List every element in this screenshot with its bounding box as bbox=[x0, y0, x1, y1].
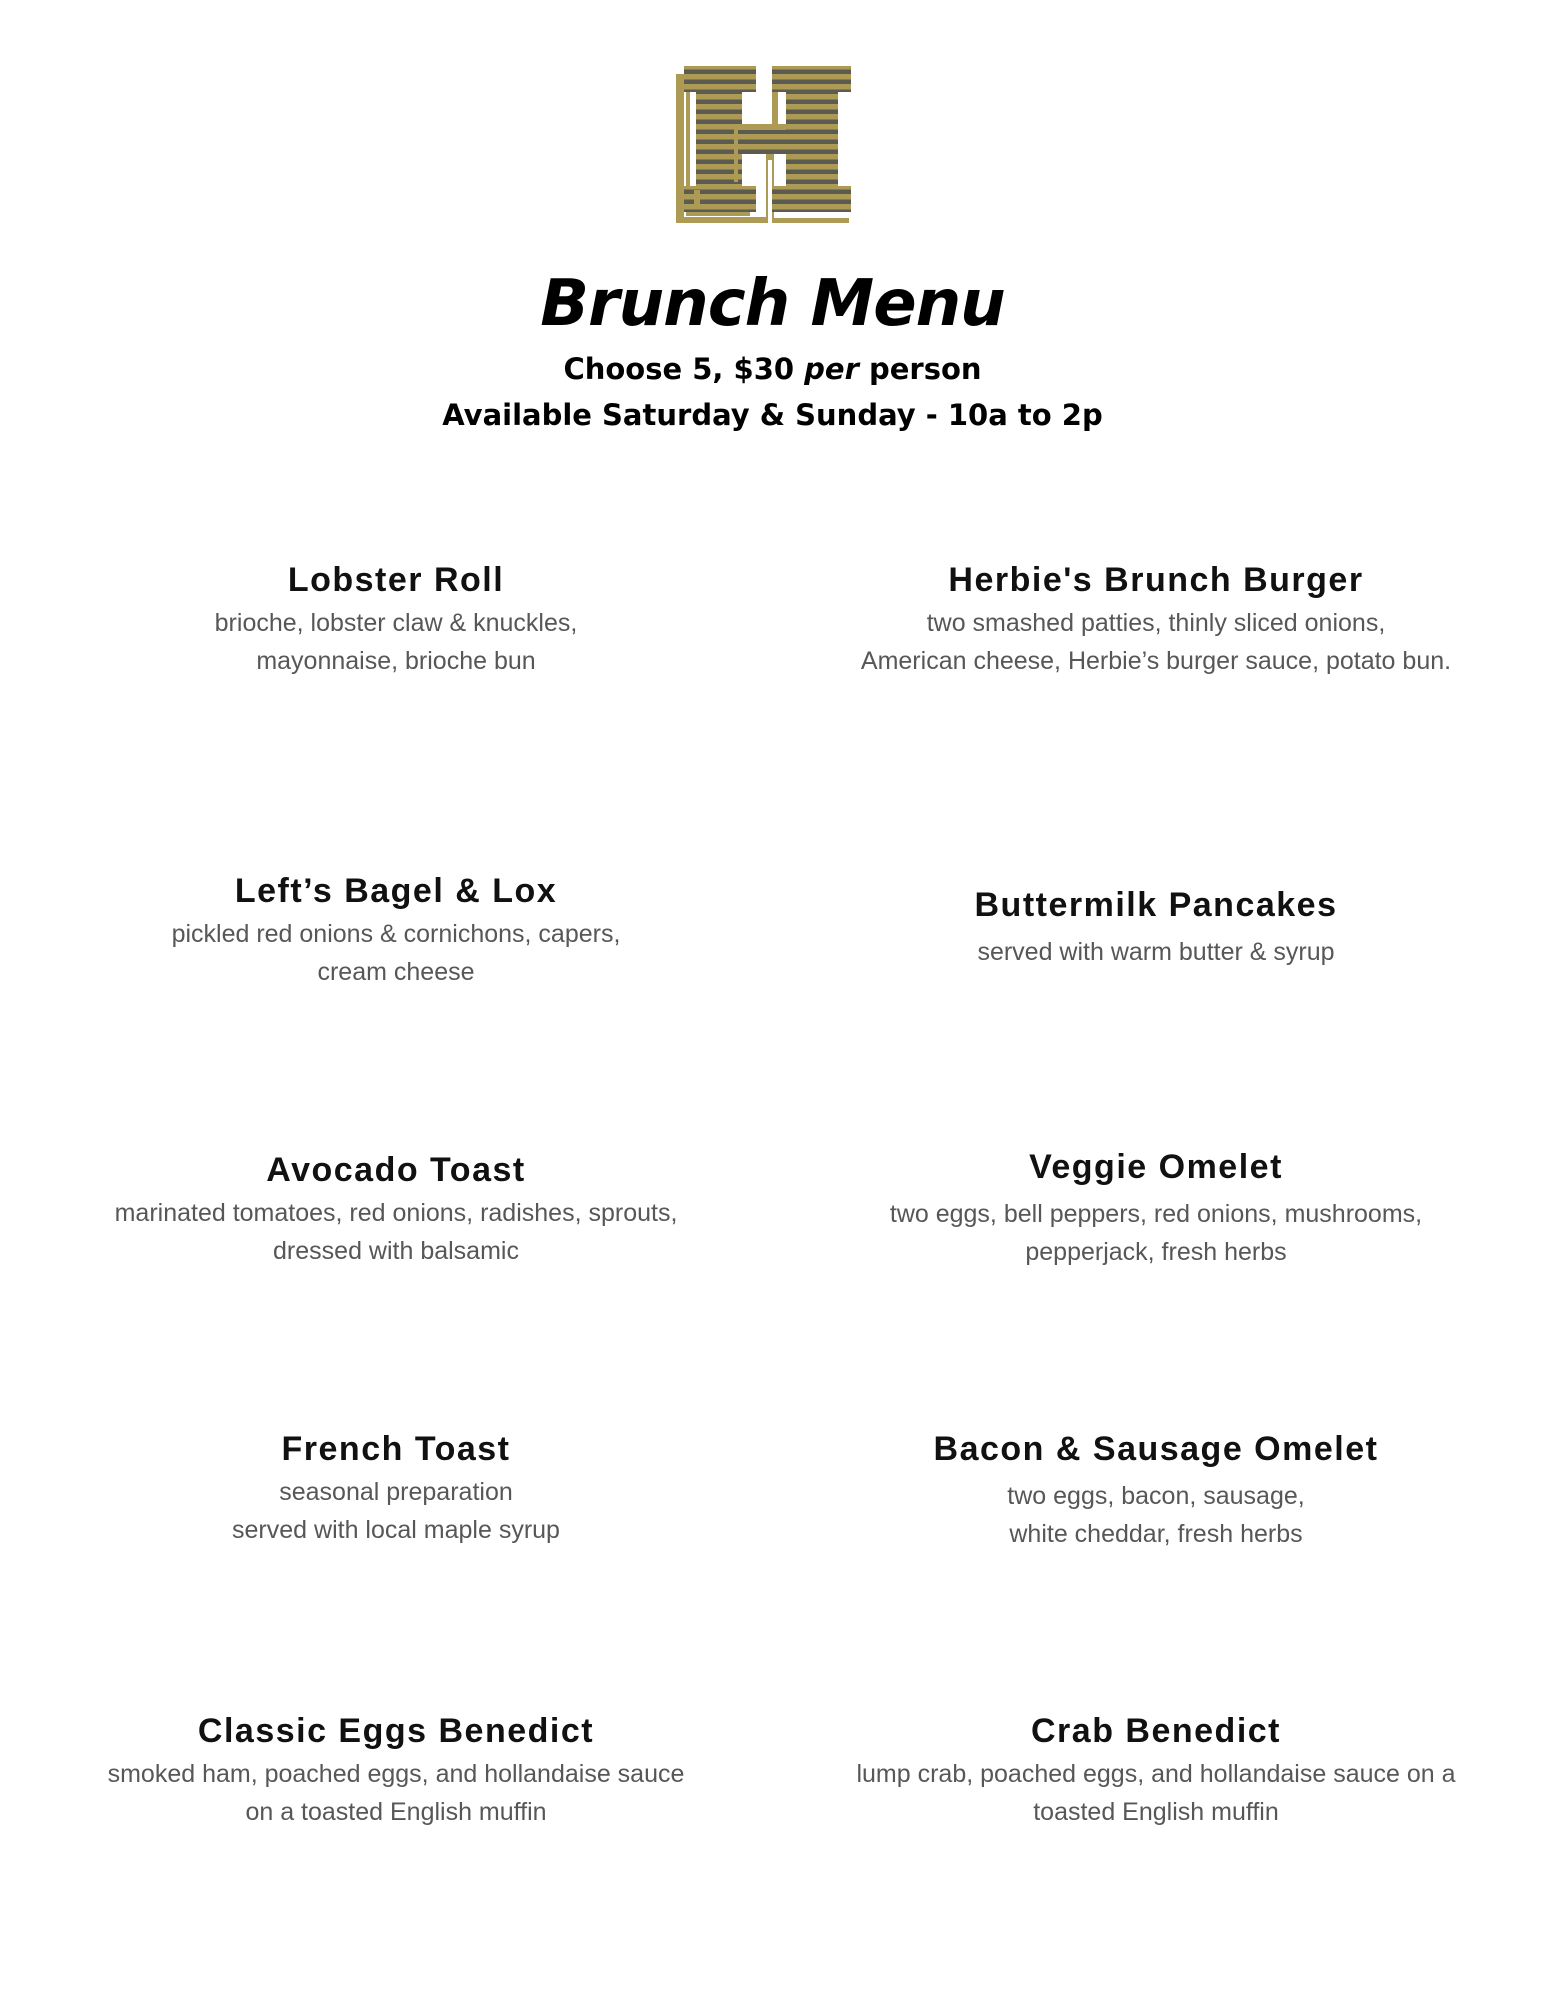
menu-item-brunch-burger bbox=[806, 558, 1506, 680]
menu-item-description-line: American cheese, Herbie’s burger sauce, potato bun. bbox=[860, 647, 1452, 675]
menu-item-description bbox=[46, 1473, 746, 1549]
menu-item-buttermilk-pancakes bbox=[806, 883, 1506, 971]
menu-item-avocado-toast bbox=[46, 1148, 746, 1270]
menu-item-lobster-roll bbox=[46, 558, 746, 680]
menu-item-description-line: brioche, lobster claw & knuckles, bbox=[214, 609, 578, 637]
menu-item-description-line: smoked ham, poached eggs, and hollandaise sauce bbox=[107, 1760, 685, 1788]
menu-item-description-line: two smashed patties, thinly sliced onions, bbox=[926, 609, 1386, 637]
menu-item-bacon-sausage-omelet bbox=[806, 1427, 1506, 1553]
price-offer bbox=[0, 349, 1545, 389]
menu-item-french-toast bbox=[46, 1427, 746, 1549]
menu-item-name: Crab Benedict bbox=[1031, 1712, 1281, 1750]
menu-item-description-line: served with local maple syrup bbox=[232, 1516, 560, 1544]
menu-item-description-line: two eggs, bell peppers, red onions, mushrooms, bbox=[889, 1200, 1423, 1228]
menu-item-description bbox=[46, 1755, 746, 1831]
menu-item-classic-eggs-benedict bbox=[46, 1709, 746, 1831]
menu-item-name: Classic Eggs Benedict bbox=[197, 1712, 595, 1750]
menu-item-name: Bacon & Sausage Omelet bbox=[933, 1430, 1379, 1468]
menu-item-description-line: lump crab, poached eggs, and hollandaise sauce on a bbox=[856, 1760, 1456, 1788]
h-logo-icon bbox=[674, 64, 854, 224]
availability-note: Available Saturday & Sunday - 10a to 2p bbox=[442, 398, 1103, 432]
menu-item-description-line: two eggs, bacon, sausage, bbox=[1007, 1482, 1305, 1510]
menu-item-bagel-lox bbox=[46, 869, 746, 991]
menu-item-description bbox=[46, 915, 746, 991]
menu-item-description-line: seasonal preparation bbox=[279, 1478, 513, 1506]
menu-item-description bbox=[806, 1755, 1506, 1831]
menu-item-description-line: served with warm butter & syrup bbox=[977, 938, 1335, 966]
price-offer-emphasis: per bbox=[804, 352, 859, 386]
menu-item-name: French Toast bbox=[281, 1430, 511, 1468]
menu-item-veggie-omelet bbox=[806, 1145, 1506, 1271]
price-offer-start: Choose 5, $30 bbox=[563, 352, 805, 386]
menu-item-description bbox=[806, 933, 1506, 971]
menu-item-description-line: cream cheese bbox=[317, 958, 475, 986]
menu-item-description-line: dressed with balsamic bbox=[273, 1237, 519, 1265]
menu-item-crab-benedict bbox=[806, 1709, 1506, 1831]
menu-item-description-line: mayonnaise, brioche bun bbox=[256, 647, 536, 675]
menu-item-name: Buttermilk Pancakes bbox=[974, 886, 1338, 924]
menu-item-name: Lobster Roll bbox=[287, 561, 505, 599]
menu-item-name: Left’s Bagel & Lox bbox=[234, 872, 558, 910]
menu-item-name: Veggie Omelet bbox=[1029, 1148, 1283, 1186]
menu-item-name: Avocado Toast bbox=[266, 1151, 526, 1189]
menu-item-description-line: on a toasted English muffin bbox=[245, 1798, 547, 1826]
menu-item-description bbox=[46, 1194, 746, 1270]
page-title: Brunch Menu bbox=[540, 267, 1005, 341]
menu-item-description bbox=[806, 604, 1506, 680]
price-offer-end: person bbox=[858, 352, 982, 386]
menu-item-description bbox=[46, 604, 746, 680]
menu-item-description-line: marinated tomatoes, red onions, radishes, sprouts, bbox=[114, 1199, 678, 1227]
menu-item-description bbox=[806, 1195, 1506, 1271]
menu-item-description bbox=[806, 1477, 1506, 1553]
menu-item-name: Herbie's Brunch Burger bbox=[948, 561, 1364, 599]
menu-item-description-line: white cheddar, fresh herbs bbox=[1009, 1520, 1303, 1548]
menu-item-description-line: pickled red onions & cornichons, capers, bbox=[171, 920, 621, 948]
menu-item-description-line: toasted English muffin bbox=[1033, 1798, 1279, 1826]
menu-item-description-line: pepperjack, fresh herbs bbox=[1025, 1238, 1287, 1266]
